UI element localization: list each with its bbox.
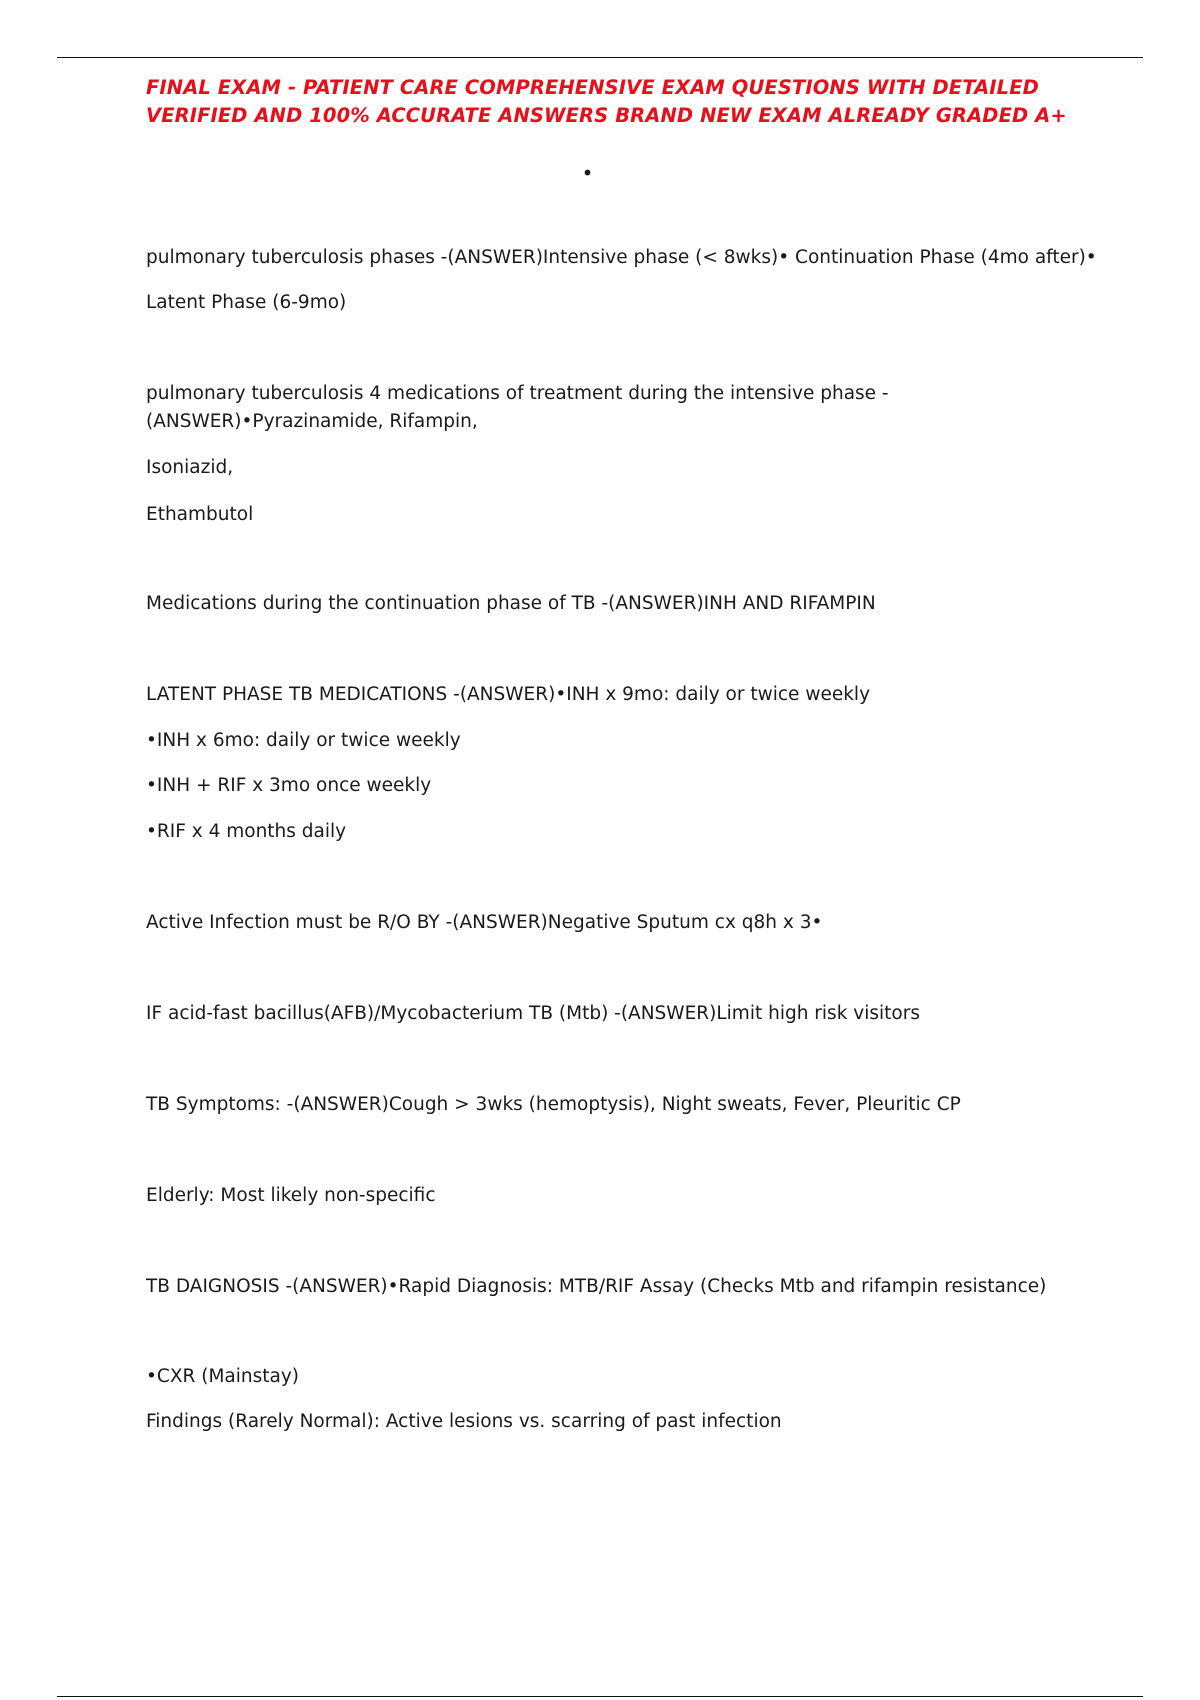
body-line: Elderly: Most likely non-specific [146, 1185, 436, 1206]
body-line: Latent Phase (6-9mo) [146, 292, 347, 313]
body-line: •INH + RIF x 3mo once weekly [146, 775, 432, 796]
body-line: Findings (Rarely Normal): Active lesions vs. scarring of past infection [146, 1411, 782, 1432]
body-line: pulmonary tuberculosis phases -(ANSWER)Intensive phase (< 8wks)• Continuation Phase (4mo after)• [146, 247, 1097, 268]
body-line: TB Symptoms: -(ANSWER)Cough > 3wks (hemoptysis), Night sweats, Fever, Pleuritic CP [146, 1094, 961, 1115]
title-line-1: FINAL EXAM - PATIENT CARE COMPREHENSIVE EXAM QUESTIONS WITH DETAILED [146, 76, 1039, 99]
body-line: •RIF x 4 months daily [146, 821, 347, 842]
body-line: Active Infection must be R/O BY -(ANSWER)Negative Sputum cx q8h x 3• [146, 912, 823, 933]
body-line: Medications during the continuation phase of TB -(ANSWER)INH AND RIFAMPIN [146, 593, 876, 614]
body-line: IF acid-fast bacillus(AFB)/Mycobacterium TB (Mtb) -(ANSWER)Limit high risk visitors [146, 1003, 920, 1024]
body-line: Ethambutol [146, 504, 254, 525]
body-line: pulmonary tuberculosis 4 medications of treatment during the intensive phase - [146, 383, 889, 404]
bottom-rule [57, 1696, 1143, 1697]
title-line-2: VERIFIED AND 100% ACCURATE ANSWERS BRAND NEW EXAM ALREADY GRADED A+ [146, 104, 1067, 127]
body-line: •INH x 6mo: daily or twice weekly [146, 730, 461, 751]
document-title [146, 74, 1086, 130]
body-line: TB DAIGNOSIS -(ANSWER)•Rapid Diagnosis: MTB/RIF Assay (Checks Mtb and rifampin resistance) [146, 1276, 1047, 1297]
body-line: •CXR (Mainstay) [146, 1366, 300, 1387]
top-rule [57, 57, 1143, 58]
body-line: (ANSWER)•Pyrazinamide, Rifampin, [146, 411, 478, 432]
center-bullet: • [581, 161, 594, 185]
body-line: Isoniazid, [146, 457, 234, 478]
body-line: LATENT PHASE TB MEDICATIONS -(ANSWER)•INH x 9mo: daily or twice weekly [146, 684, 871, 705]
